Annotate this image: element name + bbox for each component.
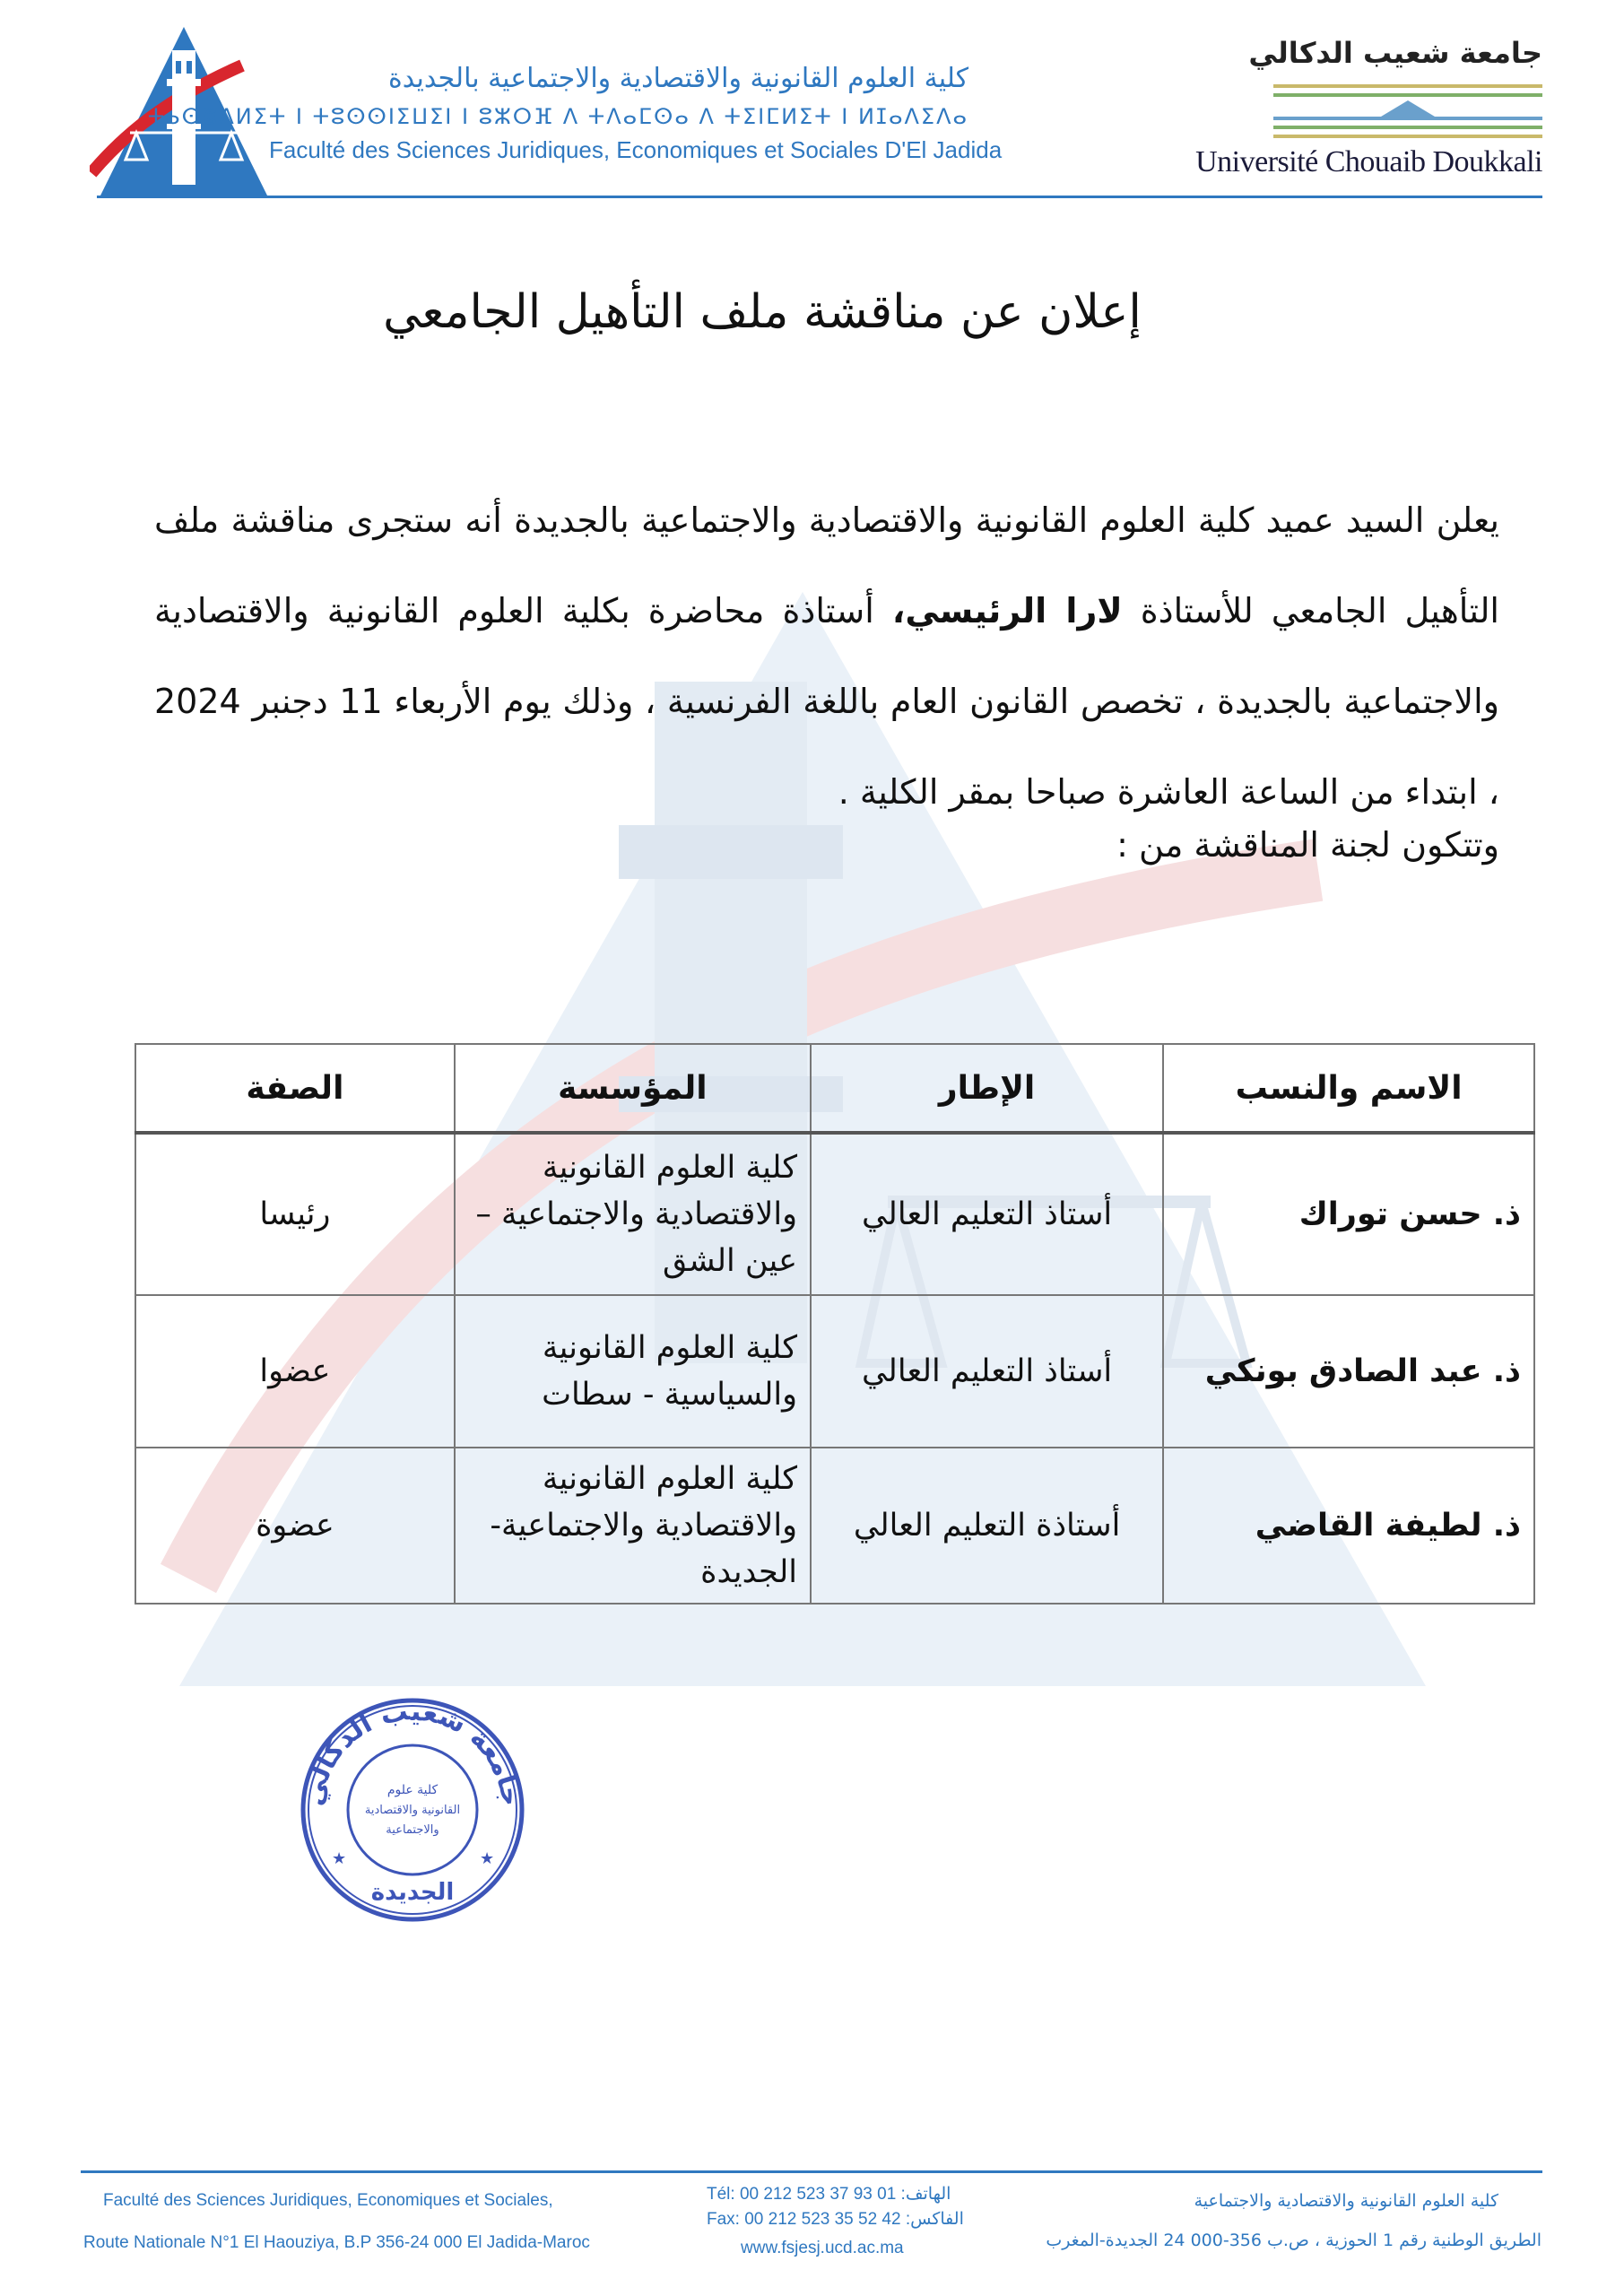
table-row — [135, 1295, 1534, 1448]
official-stamp — [296, 1693, 529, 1926]
faculty-header — [90, 25, 1003, 204]
footer-website-link[interactable]: www.fsjesj.ucd.ac.ma — [741, 2239, 904, 2257]
table-row — [135, 1133, 1534, 1295]
footer-address-fr-line2: Route Nationale N°1 El Haouziya, B.P 356-24 000 El Jadida-Maroc — [83, 2233, 590, 2252]
footer-phone: Tél: 00 212 523 37 93 01 :الهاتف — [707, 2185, 951, 2204]
star-icon: ★ — [480, 1849, 495, 1868]
stamp-outer-text: جامعة شعيب الدكالي — [298, 1695, 527, 1809]
member-name: ذ. حسن توراك — [1163, 1133, 1534, 1295]
member-institution: كلية العلوم القانونية والاقتصادية والاجتماعية-الجديدة — [455, 1448, 811, 1604]
member-role: عضوا — [135, 1295, 455, 1448]
footer-address-ar-line2: الطريق الوطنية رقم 1 الحوزية ، ص.ب 356-000 24 الجديدة-المغرب — [1046, 2231, 1541, 2250]
member-name: ذ. عبد الصادق بونكي — [1163, 1295, 1534, 1448]
university-name-french: Université Chouaib Doukkali — [1195, 145, 1542, 178]
member-rank: أستاذ التعليم العالي — [811, 1295, 1163, 1448]
table-header-row — [135, 1044, 1534, 1133]
university-header — [1195, 36, 1542, 197]
svg-text:كلية علوم: كلية علوم — [386, 1783, 439, 1797]
announcement-text-part2: أستاذة محاضرة بكلية العلوم القانونية والاقتصادية والاجتماعية بالجديدة ، تخصص القانون العام باللغة الفرنسية ، وذلك يوم الأربعاء 11 دجنبر 2024 ، ابتداء من الساعة العاشرة صباحا بمقر الكلية . — [154, 591, 1499, 812]
member-role: عضوة — [135, 1448, 455, 1604]
announcement-text-part1: يعلن السيد عميد كلية العلوم القانونية والاقتصادية والاجتماعية بالجديدة أنه ستجرى مناقشة ملف التأهيل الجامعي للأستاذة — [154, 500, 1499, 631]
member-role: رئيسا — [135, 1133, 455, 1295]
table-row — [135, 1448, 1534, 1604]
footer-address-ar-line1: كلية العلوم القانونية والاقتصادية والاجتماعية — [1194, 2191, 1498, 2211]
university-name-arabic: جامعة شعيب الدكالي — [1248, 36, 1542, 70]
faculty-name-arabic: كلية العلوم القانونية والاقتصادية والاجتماعية بالجديدة — [388, 63, 968, 94]
header-divider — [97, 196, 1542, 198]
svg-text:والاجتماعية: والاجتماعية — [386, 1823, 439, 1837]
member-rank: أستاذ التعليم العالي — [811, 1133, 1163, 1295]
footer-divider — [81, 2170, 1542, 2173]
footer-address-fr-line1: Faculté des Sciences Juridiques, Economiques et Sociales, — [103, 2191, 553, 2210]
member-name: ذ. لطيفة القاضي — [1163, 1448, 1534, 1604]
member-rank: أستاذة التعليم العالي — [811, 1448, 1163, 1604]
column-header-rank: الإطار — [811, 1044, 1163, 1133]
column-header-institution: المؤسسة — [455, 1044, 811, 1133]
column-header-name: الاسم والنسب — [1163, 1044, 1534, 1133]
announcement-paragraph — [154, 475, 1499, 838]
page-title: إعلان عن مناقشة ملف التأهيل الجامعي — [383, 285, 1142, 339]
jury-table — [135, 1043, 1535, 1605]
footer-fax: Fax: 00 212 523 35 52 42 :الفاكس — [707, 2210, 964, 2229]
faculty-name-french: Faculté des Sciences Juridiques, Economiques et Sociales D'El Jadida — [269, 136, 1003, 163]
member-institution: كلية العلوم القانونية والاقتصادية والاجتماعية – عين الشق — [455, 1133, 811, 1295]
committee-intro: وتتكون لجنة المناقشة من : — [1116, 825, 1499, 865]
member-institution: كلية العلوم القانونية والسياسية - سطات — [455, 1295, 811, 1448]
star-icon: ★ — [332, 1849, 347, 1868]
stamp-bottom-text: الجديدة — [370, 1879, 455, 1906]
svg-text:القانونية والاقتصادية: القانونية والاقتصادية — [364, 1804, 461, 1817]
faculty-name-tifinagh: ⵜⴰⵙⴻⴷⵍⵉⵜ ⵏ ⵜⵓⵙⵙⵏⵉⵡⵉⵏ ⵏ ⵓⵣⵔⴼ ⴷ ⵜⴷⴰⵎⵙⴰ ⴷ ⵜⵉⵏⵎⵍⵉⵜ ⵏ ⵍⵊⴰⴷⵉⴷⴰ — [147, 104, 968, 129]
candidate-name: لارا الرئيسي، — [891, 591, 1123, 631]
column-header-role: الصفة — [135, 1044, 455, 1133]
university-logo-lines — [1273, 81, 1542, 144]
